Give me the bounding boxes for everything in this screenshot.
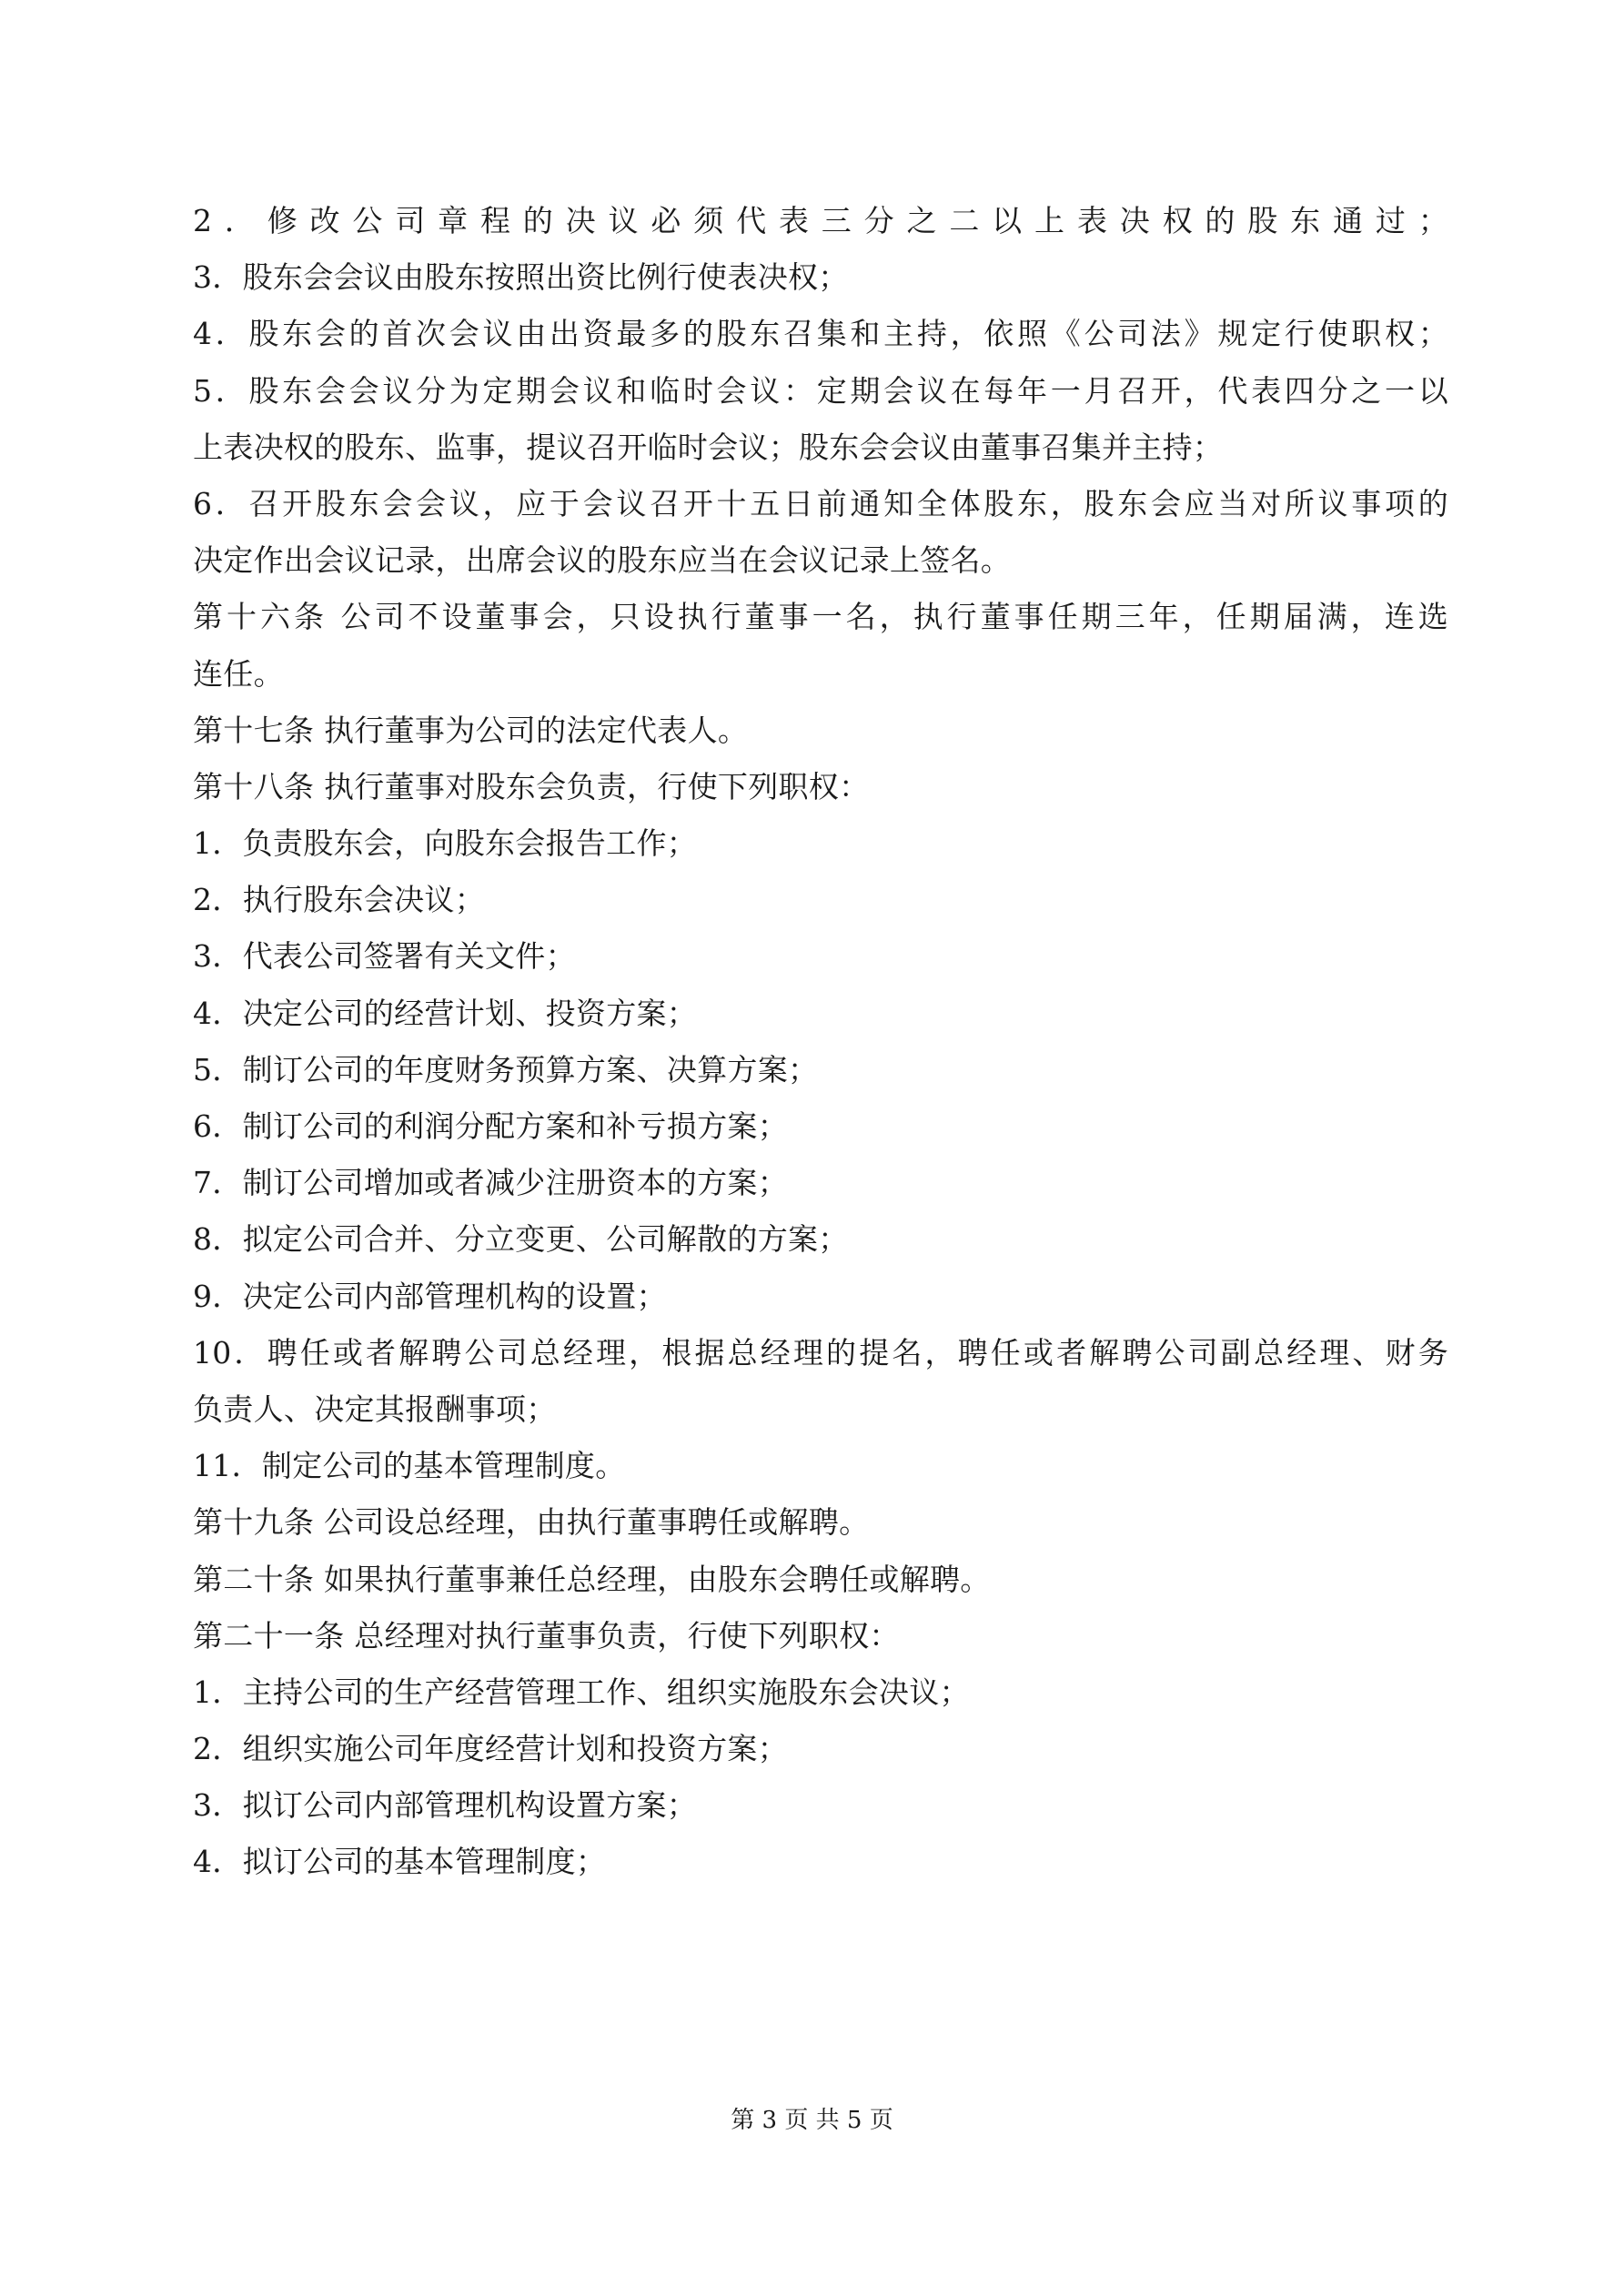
text-line: 2．执行股东会决议； <box>193 882 485 918</box>
text-line: 7．制订公司增加或者减少注册资本的方案； <box>193 1165 788 1201</box>
text-line: 第十九条 公司设总经理，由执行董事聘任或解聘。 <box>193 1504 870 1541</box>
text-line: 6．制订公司的利润分配方案和补亏损方案； <box>193 1108 788 1144</box>
text-line: 第十七条 执行董事为公司的法定代表人。 <box>193 712 749 748</box>
document-body <box>193 193 1448 1891</box>
text-line: 9．决定公司内部管理机构的设置； <box>193 1278 667 1314</box>
text-line: 第二十一条 总经理对执行董事负责，行使下列职权： <box>193 1617 900 1654</box>
text-line: 4．拟订公司的基本管理制度； <box>193 1844 607 1880</box>
text-line: 决定作出会议记录，出席会议的股东应当在会议记录上签名。 <box>193 542 1012 579</box>
text-line: 第二十条 如果执行董事兼任总经理，由股东会聘任或解聘。 <box>193 1561 991 1597</box>
text-line: 10．聘任或者解聘公司总经理，根据总经理的提名，聘任或者解聘公司副总经理、财务 <box>193 1334 1448 1371</box>
text-line: 4．决定公司的经营计划、投资方案； <box>193 995 698 1031</box>
text-line: 2．修改公司章程的决议必须代表三分之二以上表决权的股东通过； <box>193 203 1448 238</box>
text-line: 第十八条 执行董事对股东会负责，行使下列职权： <box>193 768 870 804</box>
text-line: 8．拟定公司合并、分立变更、公司解散的方案； <box>193 1221 849 1258</box>
text-line: 11．制定公司的基本管理制度。 <box>193 1448 626 1484</box>
text-line: 负责人、决定其报酬事项； <box>193 1391 557 1427</box>
page-number-footer: 第 3 页 共 5 页 <box>731 2107 893 2134</box>
text-line: 5．股东会会议分为定期会议和临时会议：定期会议在每年一月召开，代表四分之一以 <box>193 372 1448 409</box>
text-line: 4．股东会的首次会议由出资最多的股东召集和主持，依照《公司法》规定行使职权； <box>193 316 1448 352</box>
text-line: 1．负责股东会，向股东会报告工作； <box>193 825 698 862</box>
text-line: 3．股东会会议由股东按照出资比例行使表决权； <box>193 259 849 296</box>
text-line: 上表决权的股东、监事，提议召开临时会议；股东会会议由董事召集并主持； <box>193 429 1224 465</box>
text-line: 连任。 <box>193 655 284 692</box>
text-line: 2．组织实施公司年度经营计划和投资方案； <box>193 1731 788 1767</box>
text-line: 第十六条 公司不设董事会，只设执行董事一名，执行董事任期三年，任期届满，连选 <box>193 599 1448 635</box>
text-line: 3．拟订公司内部管理机构设置方案； <box>193 1787 698 1824</box>
text-line: 1．主持公司的生产经营管理工作、组织实施股东会决议； <box>193 1674 970 1710</box>
text-line: 3．代表公司签署有关文件； <box>193 938 576 975</box>
text-line: 5．制订公司的年度财务预算方案、决算方案； <box>193 1051 819 1087</box>
text-line: 6．召开股东会会议，应于会议召开十五日前通知全体股东，股东会应当对所议事项的 <box>193 485 1448 521</box>
